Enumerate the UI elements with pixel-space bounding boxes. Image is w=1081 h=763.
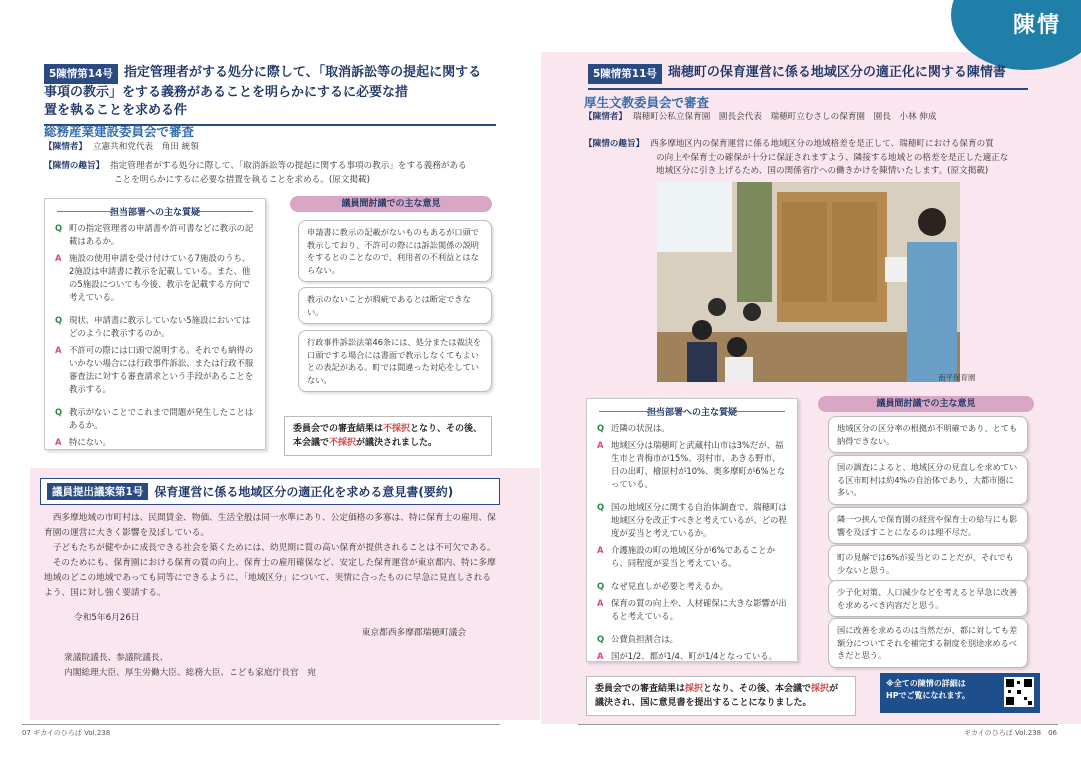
answer-item (597, 650, 787, 663)
qa-text: 不許可の際には口頭で説明する。それでも納得のいかない場合には行政事件訴訟、または行政不服審査法に対する審査請求という手段があることを教示する。 (69, 345, 254, 394)
qa-text: 地域区分は瑞穂町と武蔵村山市は3%だが、福生市と青梅市が15%、羽村市、あきる野市、日の出町、檜原村が10%、奥多摩町が6%となっている。 (611, 440, 786, 489)
answer-item (55, 252, 255, 304)
opinion-bubble: 申請書に教示の記載がないものもあるが口頭で教示しており、不許可の際には訴訟関係の説明をするとのことなので、利用者の不利益とはならない。 (298, 220, 492, 282)
qa-marker: A (55, 437, 62, 447)
left-petition-title (44, 64, 496, 126)
qa-box (586, 398, 798, 662)
title-line-1: 指定管理者がする処分に際して、「取消訴訟等の提起に関する (123, 65, 482, 80)
qa-text: なぜ見直しが必要と考えるか。 (611, 581, 729, 591)
qa-spacer (45, 396, 265, 402)
petitioner-row: 【陳情者】 瑞穂町公私立保育園 園長会代表 瑞穂町立むさしの保育園 園長 小林 伸成 (584, 112, 937, 122)
page-number-left: 07 ギカイのひろば Vol.238 (22, 729, 111, 737)
opinion-doc-body: 西多摩地域の市町村は、民間賃金、物価、生活全般は同一水準にあり、公定価格の多寡は、特に保育士の雇用、保育園の運営に大きく影響を及ぼしている。 子どもたちが健やかに成長できる社会を築くためには、幼児期に質の高い保育が提供されることは不可欠である。 そのためにも、保育園における保育の質の向上、保育士の雇用確保など、安定した保育運営が東京都内、特に多摩地域のどこの地域であっても同等にできるように、「地域区分」について、実情に合ったものに早急に見直しされるよう、国に対し強く要請する。 令和5年6月26日 東京都西多摩郡瑞穂町議会 衆議院議長、参議院議長、 内閣総理大臣、厚生労働大臣、総務大臣、こども家庭庁長官 宛 (40, 511, 500, 681)
question-item (597, 422, 787, 435)
answer-item (597, 597, 787, 623)
opinion-bubble: 地域区分の区分率の根拠が不明確であり、とても納得できない。 (828, 416, 1028, 453)
details-note: ※全ての陳情の詳細は HPでご覧になれます。 (880, 673, 1040, 713)
page-number-right: ギカイのひろば Vol.238 06 (964, 729, 1057, 737)
qa-marker: A (597, 651, 604, 661)
qa-marker: Q (55, 315, 63, 325)
qa-heading: 担当部署への主な質疑 (45, 205, 265, 218)
qa-text: 特にない。 (69, 437, 111, 447)
qa-text: 町の指定管理者の申請書や許可書などに教示の記載はあるか。 (69, 223, 254, 246)
qa-marker: Q (597, 423, 605, 433)
petitioner-row: 【陳情者】 立憲共和党代表 角田 統領 (44, 142, 199, 152)
title-line-2: 事項の教示」をする義務があることを明らかにするに必要な措 (44, 85, 409, 100)
qa-text: 国が1/2、都が1/4、町が1/4となっている。 (611, 651, 778, 661)
photo-illustration (657, 182, 960, 382)
petition-badge: 5陳情第14号 (44, 64, 118, 84)
qa-marker: A (55, 253, 62, 263)
opinion-doc-title: 議員提出議案第1号 保育運営に係る地域区分の適正化を求める意見書(要約) (40, 478, 500, 505)
qa-text: 国の地域区分に関する自治体調査で、瑞穂町は地域区分を改正すべきと考えているが、どの程度が妥当と考えているか。 (611, 502, 787, 538)
result-box: 委員会での審査結果は採択となり、その後、本会議で採択が議決され、国に意見書を提出することになりました。 (586, 676, 856, 716)
answer-item (597, 439, 787, 491)
opinion-heading: 議員間討議での主な意見 (290, 196, 492, 212)
committee-heading: 総務産業建設委員会で審査 (44, 124, 195, 139)
qa-marker: Q (597, 634, 605, 644)
opinion-bubble: 教示のないことが瑕疵であるとは断定できない。 (298, 287, 492, 324)
qa-marker: A (597, 545, 604, 555)
qa-text: 教示がないことでこれまで問題が発生したことはあるか。 (69, 407, 254, 430)
qr-code[interactable] (1004, 677, 1034, 707)
committee-heading: 厚生文教委員会で審査 (584, 95, 710, 110)
answer-item (55, 436, 255, 449)
question-item (55, 222, 255, 248)
qa-text: 介護施設の町の地域区分が6%であることから、同程度が妥当と考えている。 (611, 545, 776, 568)
qa-marker: A (597, 598, 604, 608)
qa-marker: Q (55, 223, 63, 233)
qa-spacer (45, 304, 265, 310)
summary-row: 【陳情の趣旨】 指定管理者がする処分に際して、「取消訴訟等の提起に関する事項の教示」をする義務がある ことを明らかにするに必要な措置を執ることを求める。(原文掲載) (44, 161, 467, 185)
qa-marker: Q (55, 407, 63, 417)
qa-spacer (587, 570, 797, 576)
result-box: 委員会での審査結果は不採択となり、その後、本会議で不採択が議決されました。 (284, 416, 492, 456)
question-item (55, 314, 255, 340)
qa-text: 施設の使用申請を受け付けている7施設のうち、2施設は申請書に教示を記載している。また、他の5施設についても今後、教示を記載する方向で考えている。 (69, 253, 251, 302)
question-item (597, 580, 787, 593)
footer-rule-left (22, 724, 500, 725)
doc-recipients-2: 内閣総理大臣、厚生労働大臣、総務大臣、こども家庭庁長官 宛 (64, 668, 316, 678)
question-item (597, 501, 787, 540)
qa-list (587, 422, 797, 663)
summary-row: 【陳情の趣旨】 西多摩地区内の保育運営に係る地域区分の地域格差を是正して、瑞穂町における保育の質 の向上や保育士の確保が十分に保証されますよう、隣接する地域との格差を是正した適正な 地域区分に引き上げるため、国の関係省庁への働きかけを陳情いたします。(原文掲載) (584, 139, 1009, 176)
doc-recipients: 衆議院議長、参議院議長、 (64, 653, 169, 663)
qa-marker: Q (597, 502, 605, 512)
title-line-3: 置を執ることを求める件 (44, 103, 188, 118)
photo-caption: 南平保育園 (938, 373, 976, 382)
qa-list (45, 222, 265, 449)
doc-sender: 東京都西多摩郡瑞穂町議会 (361, 628, 466, 638)
answer-item (55, 344, 255, 396)
qa-spacer (587, 491, 797, 497)
opinion-bubble: 少子化対策、人口減少などを考えると早急に改善を求めるべき内容だと思う。 (828, 580, 1028, 617)
opinion-document (40, 478, 500, 681)
question-item (55, 406, 255, 432)
qr-icon (1004, 677, 1034, 707)
opinion-bubble: 行政事件訴訟法第46条には、処分または裁決を口頭でする場合には書面で教示しなくてもよいとの表記がある。町では間違った対応をしていない。 (298, 330, 492, 392)
qa-heading: 担当部署への主な質疑 (587, 405, 797, 418)
qa-text: 保育の質の向上や、人材確保に大きな影響が出ると考えている。 (611, 598, 787, 621)
opinion-bubble: 国の調査によると、地域区分の見直しを求めている区市町村は約4%の自治体であり、大都市圏に多い。 (828, 455, 1028, 505)
opinion-bubble: 隣一つ挟んで保育園の経営や保育士の給与にも影響を及ぼすことになるのは理不尽だ。 (828, 507, 1028, 544)
section-tab-label: 陳情 (1012, 13, 1061, 38)
qa-box (44, 198, 266, 450)
right-petition-title: 5陳情第11号 瑞穂町の保育運営に係る地域区分の適正化に関する陳情書 (588, 64, 1028, 90)
qa-text: 現状、申請書に教示していない5施設においてはどのように教示するのか。 (69, 315, 251, 338)
qa-marker: A (597, 440, 604, 450)
opinion-bubble: 町の見解では6%が妥当とのことだが、それでも少ないと思う。 (828, 545, 1028, 582)
opinion-bubble: 国に改善を求めるのは当然だが、都に対しても差額分についてそれを補完する制度を別途求めるべきだと思う。 (828, 618, 1028, 668)
qa-marker: A (55, 345, 62, 355)
question-item (597, 633, 787, 646)
answer-item (597, 544, 787, 570)
doc-date: 令和5年6月26日 (74, 613, 140, 623)
footer-rule-right (578, 724, 1058, 725)
opinion-heading: 議員間討議での主な意見 (818, 396, 1034, 412)
classroom-photo (657, 182, 960, 382)
qa-text: 公費負担割合は。 (611, 634, 678, 644)
qa-marker: Q (597, 581, 605, 591)
qa-spacer (587, 623, 797, 629)
qa-text: 近隣の状況は。 (611, 423, 670, 433)
